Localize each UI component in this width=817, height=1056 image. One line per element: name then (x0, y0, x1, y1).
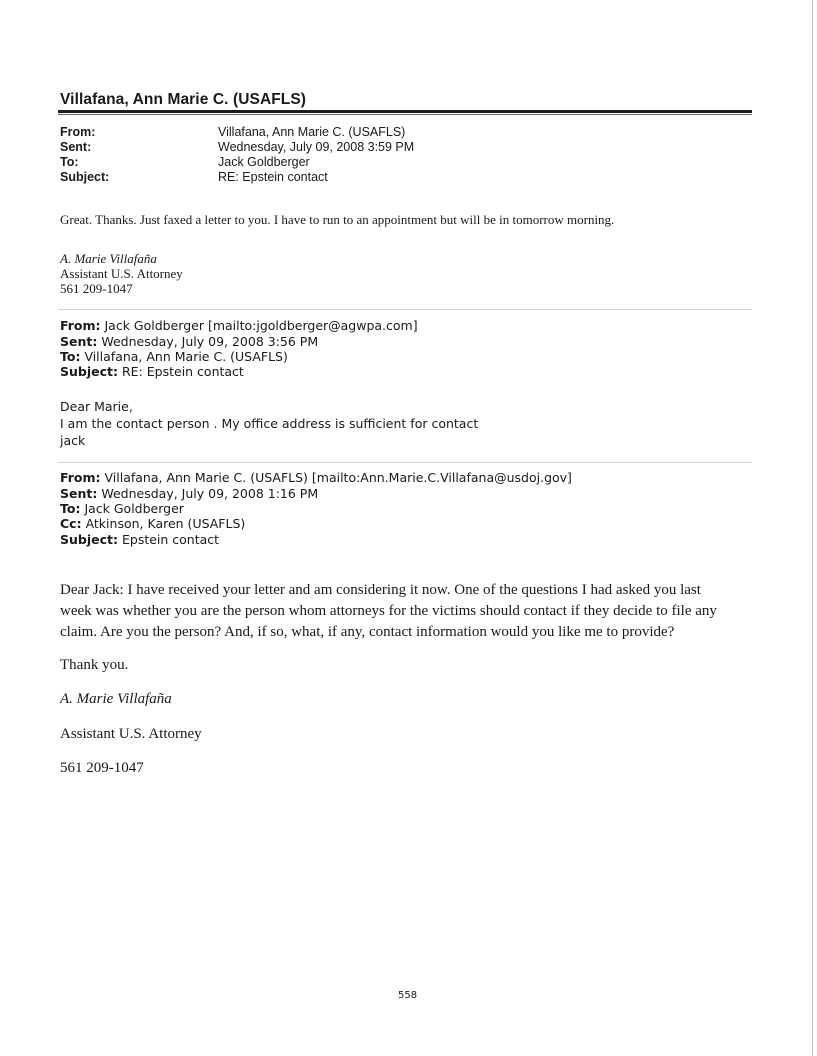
quoted-cc-label: Cc: (60, 516, 82, 531)
quoted-from-row (60, 318, 418, 334)
quoted-to-label: To: (60, 501, 81, 516)
quoted-from-row (60, 470, 572, 486)
top-signature-name: A. Marie Villafaña (60, 251, 157, 266)
sent-value: Wednesday, July 09, 2008 3:59 PM (218, 140, 415, 154)
title-rule-thin (58, 114, 752, 115)
header-to-row (60, 155, 310, 169)
quoted-sent-row (60, 334, 318, 350)
header-from-row (60, 125, 405, 139)
top-signature-phone: 561 209-1047 (60, 281, 133, 296)
page-edge-line (812, 0, 813, 1056)
quoted-to-value: Jack Goldberger (84, 501, 184, 516)
third-signature-phone: 561 209-1047 (60, 760, 144, 776)
quoted-subject-value: RE: Epstein contact (121, 364, 244, 379)
top-email-body: Great. Thanks. Just faxed a letter to you. I have to run to an appointment but will be in tomorrow morning. (60, 212, 615, 227)
sent-label: Sent: (60, 140, 92, 154)
title-rule (58, 110, 752, 113)
to-value: Jack Goldberger (218, 155, 310, 169)
third-email-body-line: Dear Jack: I have received your letter and am considering it now. One of the questions I had asked you last (60, 582, 701, 598)
quoted-from-label: From: (60, 470, 101, 485)
document-title: Villafana, Ann Marie C. (USAFLS) (60, 91, 307, 108)
third-signature-title: Assistant U.S. Attorney (60, 726, 202, 742)
quoted-subject-label: Subject: (60, 532, 118, 547)
separator-rule (58, 462, 752, 463)
quoted-subject-value: Epstein contact (121, 532, 220, 547)
separator-rule (58, 309, 752, 310)
header-subject-row (60, 170, 328, 184)
third-signature-name: A. Marie Villafaña (60, 691, 172, 707)
quoted-to-row (60, 349, 288, 365)
quoted-sent-label: Sent: (60, 334, 98, 349)
quoted-cc-row (60, 516, 245, 532)
quoted-to-label: To: (60, 349, 81, 364)
top-signature-title: Assistant U.S. Attorney (60, 266, 183, 281)
quoted-subject-row (60, 364, 244, 380)
from-value: Villafana, Ann Marie C. (USAFLS) (218, 125, 406, 139)
header-sent-row (60, 140, 414, 154)
quoted-sent-value: Wednesday, July 09, 2008 1:16 PM (101, 486, 319, 501)
third-email-body-line: week was whether you are the person whom attorneys for the victims should contact if they decide to file any (60, 603, 717, 619)
second-email-body-line: I am the contact person . My office address is sufficient for contact (60, 416, 479, 431)
quoted-sent-row (60, 486, 318, 502)
quoted-sent-value: Wednesday, July 09, 2008 3:56 PM (101, 334, 319, 349)
from-label: From: (60, 125, 96, 139)
quoted-from-value: Jack Goldberger [mailto:jgoldberger@agwpa.com] (104, 318, 418, 333)
third-email-closing: Thank you. (60, 657, 129, 673)
third-email-body-line: claim. Are you the person? And, if so, what, if any, contact information would you like me to provide? (60, 624, 675, 640)
page-number: 558 (398, 990, 418, 1001)
quoted-to-value: Villafana, Ann Marie C. (USAFLS) (84, 349, 288, 364)
subject-value: RE: Epstein contact (218, 170, 328, 184)
quoted-subject-row (60, 532, 219, 548)
quoted-cc-value: Atkinson, Karen (USAFLS) (85, 516, 246, 531)
quoted-subject-label: Subject: (60, 364, 118, 379)
quoted-from-label: From: (60, 318, 101, 333)
subject-label: Subject: (60, 170, 110, 184)
quoted-to-row (60, 501, 184, 517)
second-email-body-line: jack (60, 433, 86, 448)
second-email-body-line: Dear Marie, (60, 399, 133, 414)
quoted-sent-label: Sent: (60, 486, 98, 501)
to-label: To: (60, 155, 79, 169)
quoted-from-value: Villafana, Ann Marie C. (USAFLS) [mailto:Ann.Marie.C.Villafana@usdoj.gov] (104, 470, 572, 485)
